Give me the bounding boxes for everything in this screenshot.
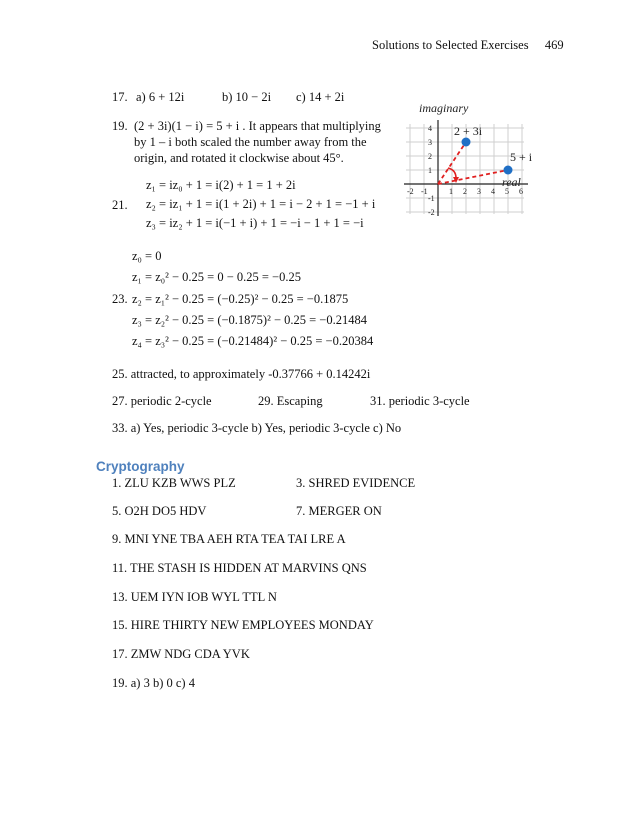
complex-plane-graph [394, 98, 534, 228]
point-5-plus-i [504, 166, 513, 175]
y-tick-label: 3 [428, 138, 432, 147]
y-tick-label: -1 [428, 194, 435, 203]
crypto-item-1: 1. ZLU KZB WWS PLZ [112, 476, 236, 490]
crypto-item-5: 5. O2H DO5 HDV [112, 504, 207, 518]
cryptography-heading: Cryptography [96, 459, 185, 474]
exercise-19-num: 19. [112, 119, 128, 133]
exercise-21-num: 21. [112, 198, 128, 212]
y-tick-label: 2 [428, 152, 432, 161]
exercise-23-z0: z₀ = 0 [132, 249, 162, 263]
vector-5-plus-i [438, 170, 508, 184]
running-header [372, 38, 564, 53]
exercise-25: 25. attracted, to approximately -0.37766 + 0.14242i [112, 367, 371, 381]
y-tick-label: 1 [428, 166, 432, 175]
x-tick-label: 6 [519, 187, 523, 196]
exercise-19-line1: (2 + 3i)(1 − i) = 5 + i . It appears that multiplying [134, 119, 381, 133]
exercise-23-z4: z₄ = z₃² − 0.25 = (−0.21484)² − 0.25 = −0.20384 [132, 334, 374, 348]
y-tick-label: 4 [428, 124, 432, 133]
x-tick-label: 2 [463, 187, 467, 196]
crypto-item-17: 17. ZMW NDG CDA YVK [112, 647, 250, 661]
exercise-21-z3: z₃ = iz₂ + 1 = i(−1 + i) + 1 = −i − 1 + 1 = −i [146, 216, 364, 230]
crypto-item-13: 13. UEM IYN IOB WYL TTL N [112, 590, 277, 604]
x-tick-label: 3 [477, 187, 481, 196]
real-axis-label: real [502, 175, 521, 189]
exercise-21-z2: z₂ = iz₁ + 1 = i(1 + 2i) + 1 = i − 2 + 1 = −1 + i [146, 197, 376, 211]
exercise-33: 33. a) Yes, periodic 3-cycle b) Yes, periodic 3-cycle c) No [112, 421, 402, 435]
crypto-item-3: 3. SHRED EVIDENCE [296, 476, 416, 490]
crypto-item-9: 9. MNI YNE TBA AEH RTA TEA TAI LRE A [112, 532, 346, 546]
exercise-17 [112, 90, 128, 105]
crypto-item-15: 15. HIRE THIRTY NEW EMPLOYEES MONDAY [112, 618, 374, 632]
x-tick-label: 5 [505, 187, 509, 196]
crypto-item-7: 7. MERGER ON [296, 504, 382, 518]
x-tick-label: 4 [491, 187, 495, 196]
exercise-21-z1: z₁ = iz₀ + 1 = i(2) + 1 = 1 + 2i [146, 178, 296, 192]
exercise-17-a: a) 6 + 12i [136, 90, 185, 104]
exercise-17-num: 17. [112, 90, 128, 104]
crypto-item-19: 19. a) 3 b) 0 c) 4 [112, 676, 195, 690]
x-tick-label: -1 [421, 187, 428, 196]
x-tick-label: -2 [407, 187, 414, 196]
exercise-23-num: 23. [112, 292, 128, 306]
point-2-plus-3i [462, 138, 471, 147]
header-title: Solutions to Selected Exercises [372, 38, 529, 52]
y-tick-label: -2 [428, 208, 435, 217]
exercise-29: 29. Escaping [258, 394, 323, 408]
exercise-17-b: b) 10 − 2i [222, 90, 272, 104]
x-tick-label: 1 [449, 187, 453, 196]
exercise-19-line3: origin, and rotated it clockwise about 45°. [134, 151, 344, 165]
exercise-27: 27. periodic 2-cycle [112, 394, 212, 408]
page-number: 469 [544, 38, 564, 52]
exercise-17-c: c) 14 + 2i [296, 90, 345, 104]
exercise-23-z1: z₁ = z₀² − 0.25 = 0 − 0.25 = −0.25 [132, 270, 301, 284]
point-2-plus-3i-label: 2 + 3i [454, 124, 483, 138]
imaginary-axis-label: imaginary [419, 101, 469, 115]
exercise-23-z3: z₃ = z₂² − 0.25 = (−0.1875)² − 0.25 = −0.21484 [132, 313, 367, 327]
exercise-31: 31. periodic 3-cycle [370, 394, 470, 408]
exercise-19-line2: by 1 – i both scaled the number away from the [134, 135, 367, 149]
exercise-23-z2: z₂ = z₁² − 0.25 = (−0.25)² − 0.25 = −0.1875 [132, 292, 349, 306]
point-5-plus-i-label: 5 + i [510, 150, 533, 164]
crypto-item-11: 11. THE STASH IS HIDDEN AT MARVINS QNS [112, 561, 367, 575]
